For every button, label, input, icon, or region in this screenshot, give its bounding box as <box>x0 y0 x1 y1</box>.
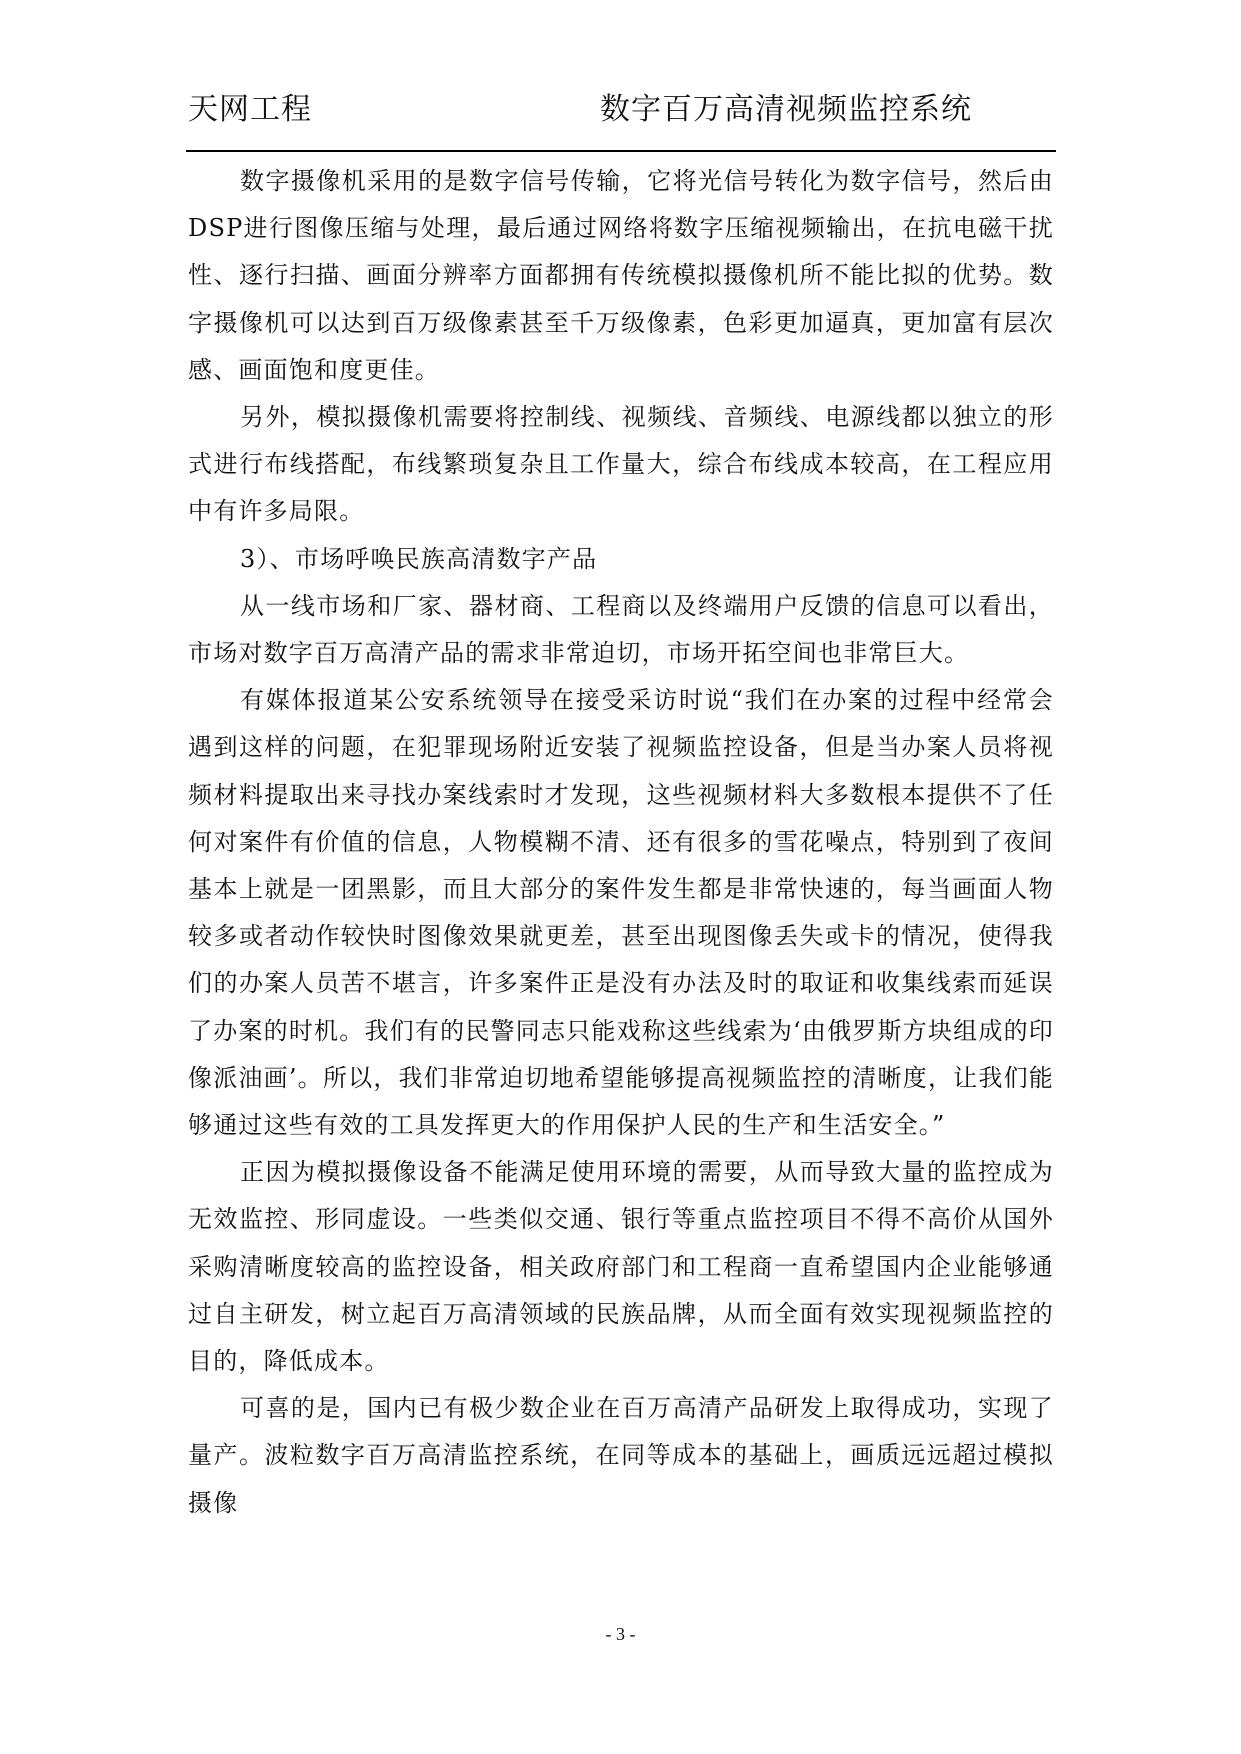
page-header <box>188 84 1056 148</box>
paragraph-domestic-success: 可喜的是，国内已有极少数企业在百万高清产品研发上取得成功，实现了量产。波粒数字百万高清监控系统，在同等成本的基础上，画质远远超过模拟摄像 <box>188 1394 1054 1517</box>
paragraph-market-demand: 从一线市场和厂家、器材商、工程商以及终端用户反馈的信息可以看出，市场对数字百万高清产品的需求非常迫切，市场开拓空间也非常巨大。 <box>188 591 1054 668</box>
section-heading-market: 3）、市场呼唤民族高清数字产品 <box>240 544 598 573</box>
paragraph-police-quote: 有媒体报道某公安系统领导在接受采访时说“我们在办案的过程中经常会遇到这样的问题，在犯罪现场附近安装了视频监控设备，但是当办案人员将视频材料提取出来寻找办案线索时才发现，这些视频材料大多数根本提供不了任何对案件有价值的信息，人物模糊不清、还有很多的雪花噪点，特别到了夜间基本上就是一团黑影，而且大部分的案件发生都是非常快速的，每当画面人物较多或者动作较快时图像效果就更差，甚至出现图像丢失或卡的情况，使得我们的办案人员苦不堪言，许多案件正是没有办法及时的取证和收集线索而延误了办案的时机。我们有的民警同志只能戏称这些线索为‘由俄罗斯方块组成的印像派油画’。所以，我们非常迫切地希望能够提高视频监控的清晰度，让我们能够通过这些有效的工具发挥更大的作用保护人民的生产和生活安全。” <box>188 686 1054 1140</box>
header-divider <box>186 150 1056 152</box>
paragraph-digital-camera: 数字摄像机采用的是数字信号传输，它将光信号转化为数字信号，然后由DSP进行图像压缩与处理，最后通过网络将数字压缩视频输出，在抗电磁干扰性、逐行扫描、画面分辨率方面都拥有传统模拟摄像机所不能比拟的优势。数字摄像机可以达到百万级像素甚至千万级像素，色彩更加逼真，更加富有层次感、画面饱和度更佳。 <box>188 167 1054 384</box>
page-number: - 3 - <box>605 1624 636 1644</box>
paragraph-analog-wiring: 另外，模拟摄像机需要将控制线、视频线、音频线、电源线都以独立的形式进行布线搭配，布线繁琐复杂且工作量大，综合布线成本较高，在工程应用中有许多局限。 <box>188 403 1054 526</box>
header-title-left: 天网工程 <box>188 92 312 127</box>
header-title-right: 数字百万高清视频监控系统 <box>600 92 972 127</box>
paragraph-analog-limitations: 正因为模拟摄像设备不能满足使用环境的需要，从而导致大量的监控成为无效监控、形同虚设。一些类似交通、银行等重点监控项目不得不高价从国外采购清晰度较高的监控设备，相关政府部门和工程商一直希望国内企业能够通过自主研发，树立起百万高清领域的民族品牌，从而全面有效实现视频监控的目的，降低成本。 <box>188 1158 1054 1376</box>
document-body <box>188 158 1054 1527</box>
